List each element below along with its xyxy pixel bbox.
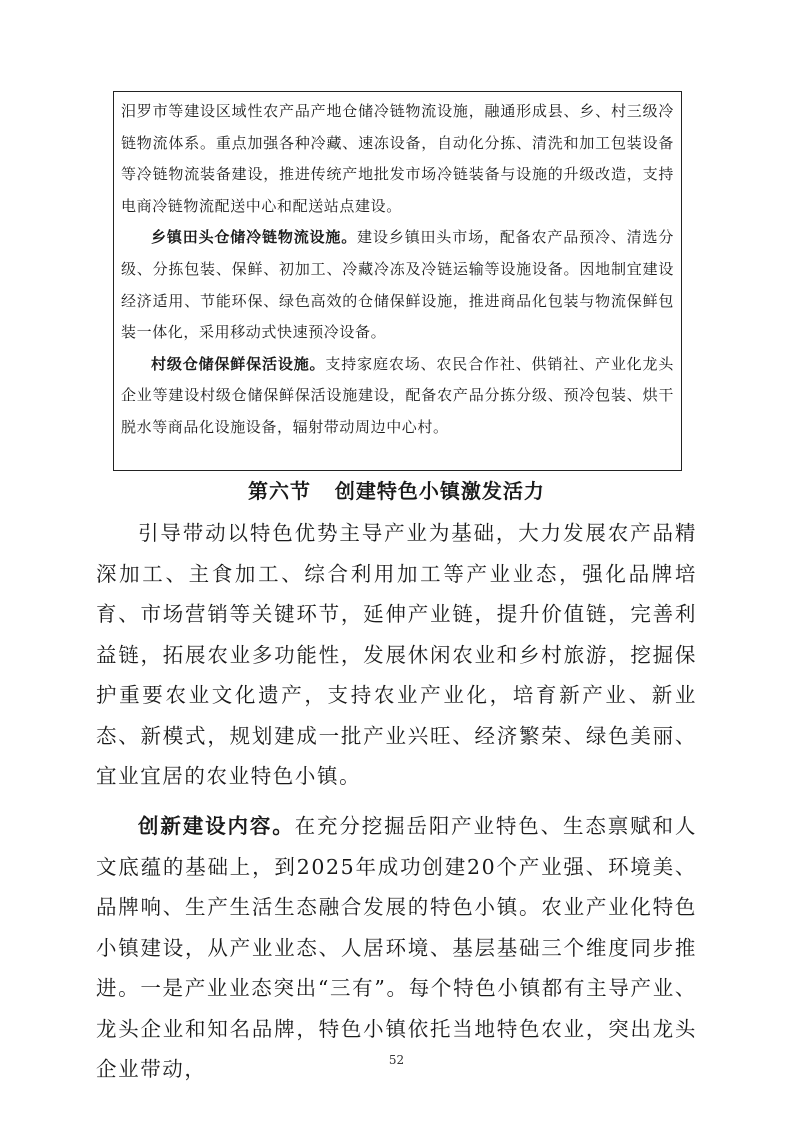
box-paragraph-body: 支持家庭农场、农民合作社、供销社、产业化龙头企业等建设村级仓储保鲜保活设施建设，配备农产品分拣分级、预冷包装、烘干脱水等商品化设施设备，辐射带动周边中心村。: [121, 354, 674, 436]
box-paragraph-heading: 乡镇田头仓储冷链物流设施。: [151, 228, 358, 247]
section-title: 第六节 创建特色小镇激发活力: [248, 479, 545, 503]
box-paragraph: [121, 349, 674, 444]
box-paragraph: [121, 222, 674, 348]
body-paragraph: [96, 806, 697, 1090]
box-paragraph-heading: 村级仓储保鲜保活设施。: [151, 354, 326, 373]
body-paragraph-body: 在充分挖掘岳阳产业特色、生态禀赋和人文底蕴的基础上，到2025年成功创建20个产业强、环境美、品牌响、生产生活生态融合发展的特色小镇。农业产业化特色小镇建设，从产业业态、人居环境、基层基础三个维度同步推进。一是产业业态突出“三有”。每个特色小镇都有主导产业、龙头企业和知名品牌，特色小镇依托当地特色农业，突出龙头企业带动，: [96, 814, 697, 1081]
body-paragraph: 引导带动以特色优势主导产业为基础，大力发展农产品精深加工、主食加工、综合利用加工等产业业态，强化品牌培育、市场营销等关键环节，延伸产业链，提升价值链，完善利益链，拓展农业多功能性，发展休闲农业和乡村旅游，挖掘保护重要农业文化遗产，支持农业产业化，培育新产业、新业态、新模式，规划建成一批产业兴旺、经济繁荣、绿色美丽、宜业宜居的农业特色小镇。: [96, 521, 697, 788]
box-paragraph: 汨罗市等建设区域性农产品产地仓储冷链物流设施，融通形成县、乡、村三级冷链物流体系。重点加强各种冷藏、速冻设备，自动化分拣、清洗和加工包装设备等冷链物流装备建设，推进传统产地批发市场冷链装备与设施的升级改造，支持电商冷链物流配送中心和配送站点建设。: [121, 102, 674, 215]
body-paragraph-heading: 创新建设内容。: [138, 814, 295, 838]
box-paragraph-body: 建设乡镇田头市场，配备农产品预冷、清选分级、分拣包装、保鲜、初加工、冷藏冷冻及冷链运输等设施设备。因地制宜建设经济适用、节能环保、绿色高效的仓储保鲜设施，推进商品化包装与物流保鲜包装一体化，采用移动式快速预冷设备。: [121, 228, 674, 342]
page-number: 52: [388, 1053, 405, 1067]
text-box: [113, 91, 682, 471]
